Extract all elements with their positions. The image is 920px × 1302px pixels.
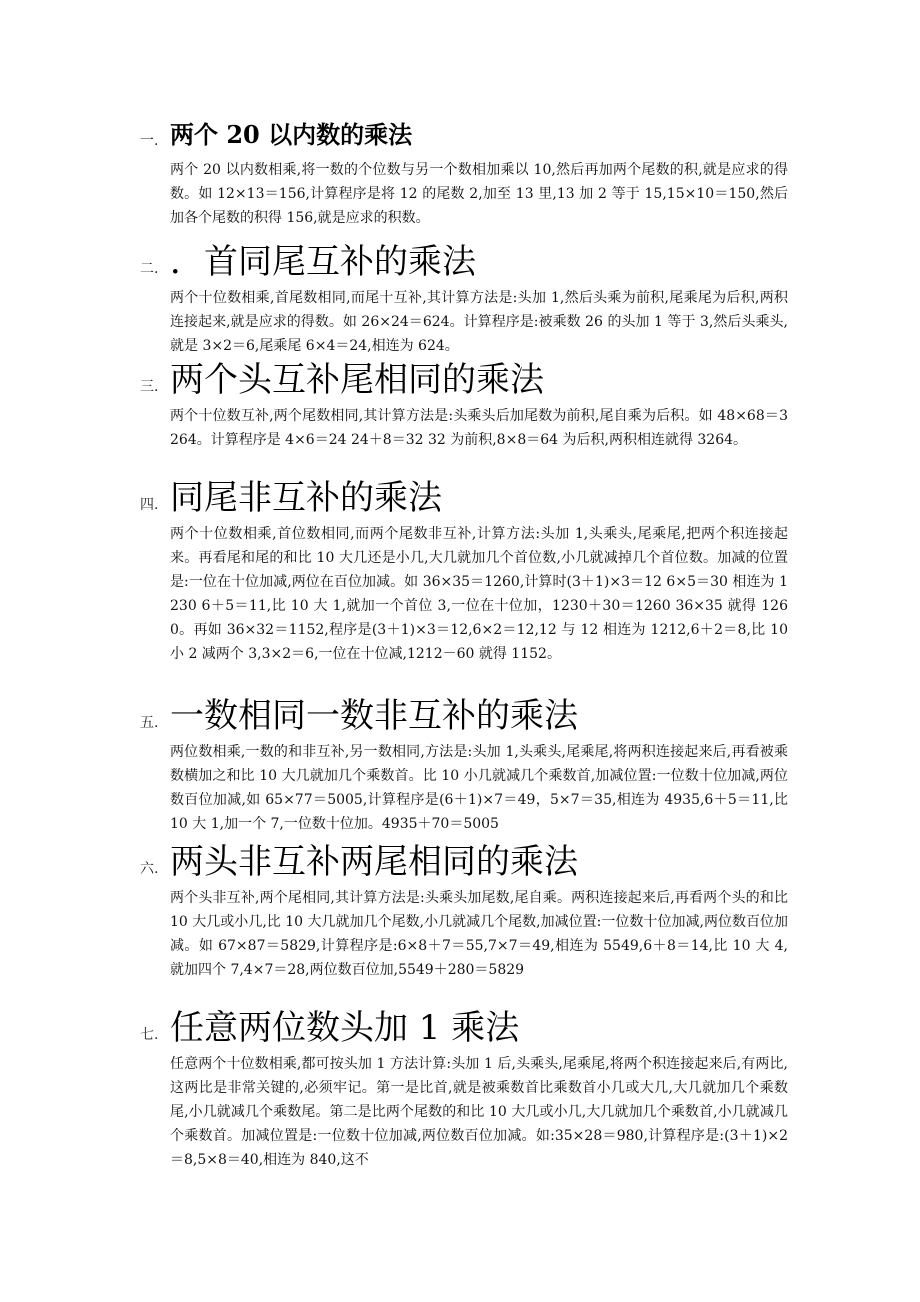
section-4	[0, 474, 920, 666]
section-paragraph: 两个十位数互补,两个尾数相同,其计算方法是:头乘头后加尾数为前积,尾自乘为后积。如 48×68＝3264。计算程序是 4×6＝24 24＋8＝32 32 为前积,8×8＝64 为后积,两积相连就得 3264。	[170, 408, 788, 448]
section-number: 二.	[140, 261, 159, 277]
section-number: 七.	[140, 1027, 159, 1043]
section-heading	[0, 474, 920, 518]
section-paragraph: 两位数相乘,一数的和非互补,另一数相同,方法是:头加 1,头乘头,尾乘尾,将两积连接起来后,再看被乘数横加之和比 10 大几就加几个乘数首。比 10 小几就减几个乘数首,加减位置:一位数十位加减,两位数百位加减,如 65×77＝5005,计算程序是(6＋1)×7＝49，5×7＝35,相连为 4935,6＋5＝11,比 10 大 1,加一个 7,一位数十位加。4935＋70＝5005	[170, 744, 788, 832]
section-heading	[0, 838, 920, 882]
section-title: 两个 20 以内数的乘法	[170, 120, 413, 149]
section-title: 同尾非互补的乘法	[170, 478, 442, 518]
section-heading	[0, 692, 920, 736]
section-paragraph: 两个头非互补,两个尾相同,其计算方法是:头乘头加尾数,尾自乘。两积连接起来后,再看两个头的和比 10 大几或小几,比 10 大几就加几个尾数,小几就减几个尾数,加减位置:一位数十位加减,两位数百位加减。如 67×87＝5829,计算程序是:6×8＋7＝55,7×7＝49,相连为 5549,6＋8＝14,比 10 大 4,就加四个 7,4×7＝28,两位数百位加,5549＋280＝5829	[170, 890, 788, 978]
section-5	[0, 692, 920, 836]
section-paragraph: 两个 20 以内数相乘,将一数的个位数与另一个数相加乘以 10,然后再加两个尾数的积,就是应求的得数。如 12×13＝156,计算程序是将 12 的尾数 2,加至 13 里,13 加 2 等于 15,15×10＝150,然后加各个尾数的积得 156,就是应求的积数。	[170, 162, 788, 226]
section-number: 三.	[140, 379, 159, 395]
section-7	[0, 1004, 920, 1172]
section-paragraph: 两个十位数相乘,首尾数相同,而尾十互补,其计算方法是:头加 1,然后头乘为前积,尾乘尾为后积,两积连接起来,就是应求的得数。如 26×24＝624。计算程序是:被乘数 26 的头加 1 等于 3,然后头乘头,就是 3×2＝6,尾乘尾 6×4＝24,相连为 624。	[170, 290, 788, 354]
section-3	[0, 356, 920, 452]
section-number: 六.	[140, 861, 159, 877]
section-number: 四.	[140, 497, 159, 513]
section-2	[0, 238, 920, 358]
section-title: 任意两位数头加 1 乘法	[170, 1008, 520, 1048]
section-title: 一数相同一数非互补的乘法	[170, 696, 578, 736]
section-heading	[0, 356, 920, 400]
section-title: 两个头互补尾相同的乘法	[170, 360, 544, 400]
section-1	[0, 110, 920, 230]
section-6	[0, 838, 920, 982]
section-heading	[0, 1004, 920, 1048]
section-title: 两头非互补两尾相同的乘法	[170, 842, 578, 882]
section-title: ．首同尾互补的乘法	[170, 242, 476, 282]
section-number: 五.	[140, 715, 159, 731]
section-paragraph: 任意两个十位数相乘,都可按头加 1 方法计算:头加 1 后,头乘头,尾乘尾,将两个积连接起来后,有两比,这两比是非常关键的,必须牢记。第一是比首,就是被乘数首比乘数首小几或大几,大几就加几个乘数尾,小几就减几个乘数尾。第二是比两个尾数的和比 10 大几或小几,大几就加几个乘数首,小几就减几个乘数首。加减位置是:一位数十位加减,两位数百位加减。如:35×28＝980,计算程序是:(3＋1)×2＝8,5×8＝40,相连为 840,这不	[170, 1056, 788, 1168]
section-paragraph: 两个十位数相乘,首位数相同,而两个尾数非互补,计算方法:头加 1,头乘头,尾乘尾,把两个积连接起来。再看尾和尾的和比 10 大几还是小几,大几就加几个首位数,小几就减掉几个首位数。加减的位置是:一位在十位加减,两位在百位加减。如 36×35＝1260,计算时(3＋1)×3＝12 6×5＝30 相连为 1230 6＋5＝11,比 10 大 1,就加一个首位 3,一位在十位加，1230＋30＝1260 36×35 就得 1260。再如 36×32＝1152,程序是(3＋1)×3＝12,6×2＝12,12 与 12 相连为 1212,6＋2＝8,比 10 小 2 减两个 3,3×2＝6,一位在十位减,1212－60 就得 1152。	[170, 526, 788, 662]
section-number: 一.	[140, 133, 159, 149]
section-heading	[0, 238, 920, 282]
section-heading	[0, 110, 920, 154]
